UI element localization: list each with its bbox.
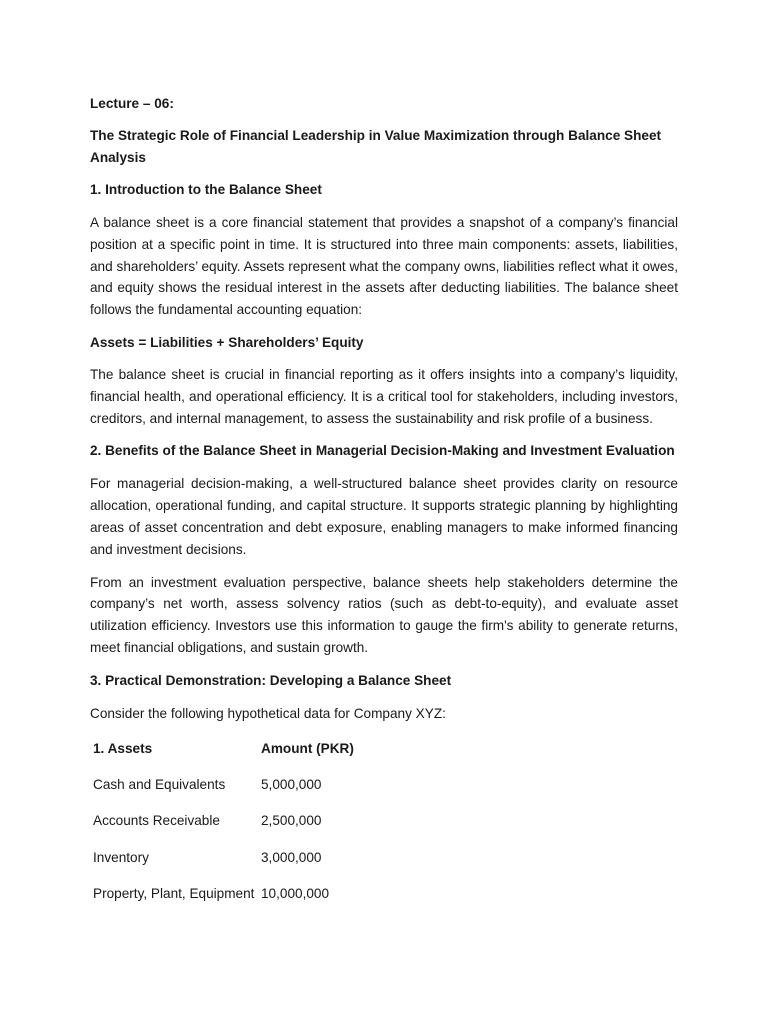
table-cell-amount: 3,000,000 [261, 849, 322, 865]
section-1-paragraph-2: The balance sheet is crucial in financial reporting as it offers insights into a company’s liquidity, financial health, and operational efficiency. It is a critical tool for stakeholders, including investors, creditors, and internal management, to assess the sustainability and risk profile of a business. [90, 366, 678, 426]
document-page [90, 93, 678, 920]
section-2-paragraph-1: For managerial decision-making, a well-structured balance sheet provides clarity on resource allocation, operational funding, and capital structure. It supports strategic planning by highlighting areas of asset concentration and debt exposure, enabling managers to make informed financing and investment decisions. [90, 476, 678, 557]
table-row [91, 775, 403, 811]
table-cell-amount: 5,000,000 [261, 777, 322, 793]
section-2-paragraph-2: From an investment evaluation perspective, balance sheets help stakeholders determine the company’s net worth, assess solvency ratios (such as debt-to-equity), and evaluate asset utilization efficiency. Investors use this information to gauge the firm's ability to generate returns, meet financial obligations, and sustain growth. [90, 574, 678, 655]
section-1-heading: 1. Introduction to the Balance Sheet [90, 182, 322, 197]
table-header-amount: Amount (PKR) [261, 740, 354, 756]
table-cell-item: Inventory [93, 849, 149, 865]
table-header-assets: 1. Assets [93, 740, 153, 756]
section-3-heading: 3. Practical Demonstration: Developing a Balance Sheet [90, 672, 452, 688]
lecture-label: Lecture – 06: [90, 96, 174, 111]
table-cell-amount: 2,500,000 [261, 813, 322, 829]
document-title: The Strategic Role of Financial Leadership in Value Maximization through Balance Sheet Analysis [90, 128, 662, 165]
table-cell-item: Property, Plant, Equipment [93, 885, 255, 901]
accounting-equation: Assets = Liabilities + Shareholders’ Equity [90, 334, 364, 350]
section-2-heading: 2. Benefits of the Balance Sheet in Managerial Decision-Making and Investment Evaluation [90, 443, 675, 459]
assets-table [91, 739, 403, 920]
table-cell-item: Accounts Receivable [93, 813, 220, 829]
table-cell-item: Cash and Equivalents [93, 777, 226, 793]
section-1-paragraph-1: A balance sheet is a core financial statement that provides a snapshot of a company’s financial position at a specific point in time. It is structured into three main components: assets, liabilities, and shareholders’ equity. Assets represent what the company owns, liabilities reflect what it owes, and equity shows the residual interest in the assets after deducting liabilities. The balance sheet follows the fundamental accounting equation: [90, 215, 678, 318]
table-cell-amount: 10,000,000 [261, 885, 330, 901]
table-row [91, 811, 403, 847]
table-header-row [91, 739, 403, 775]
table-row [91, 884, 403, 920]
table-row [91, 848, 403, 884]
section-3-intro: Consider the following hypothetical data for Company XYZ: [90, 705, 446, 721]
